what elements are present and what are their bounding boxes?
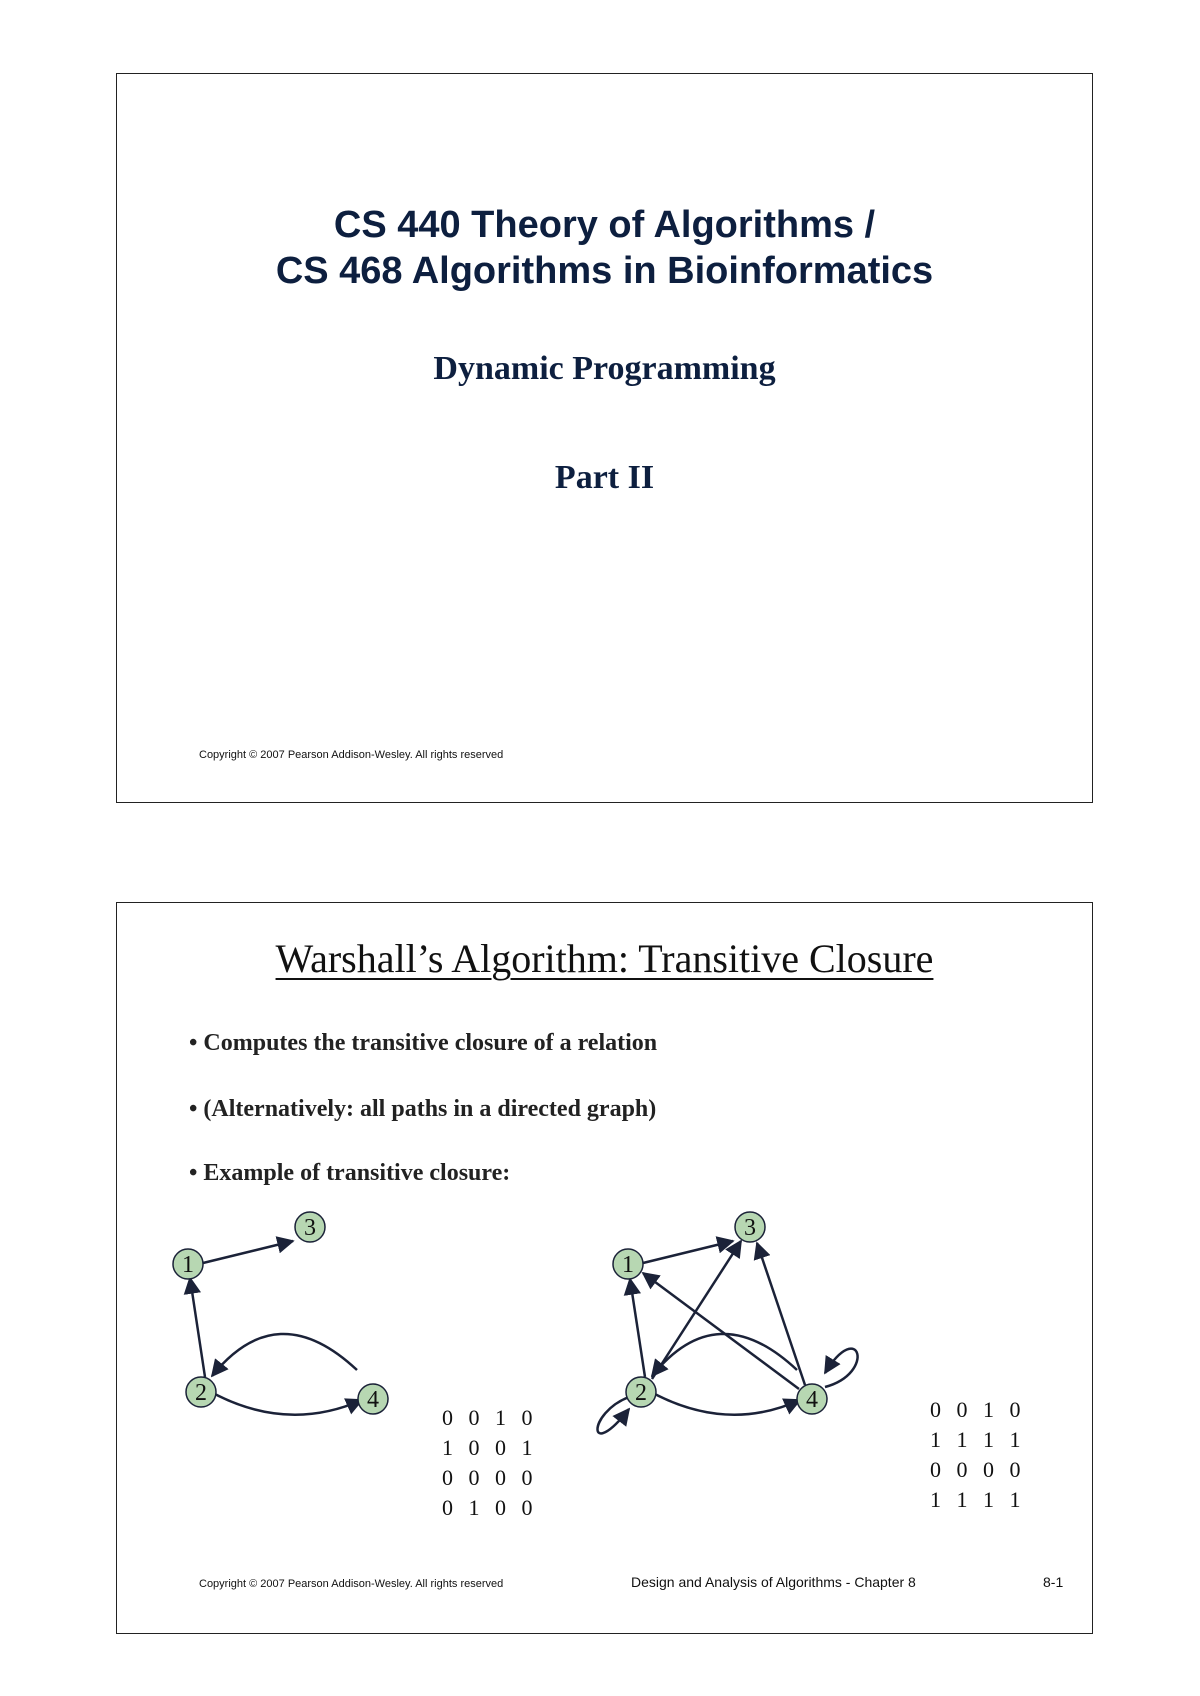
matrix-row: 0 0 1 0 [442, 1405, 534, 1430]
edge-2-1 [190, 1278, 205, 1377]
matrix-row: 0 0 0 0 [930, 1457, 1022, 1482]
edge-4-2 [212, 1334, 357, 1376]
edge-2-4 [211, 1392, 362, 1415]
matrix-row: 0 0 0 0 [442, 1465, 534, 1490]
course-title-line-1: CS 440 Theory of Algorithms / [333, 204, 876, 246]
title-slide [116, 73, 1093, 803]
lecture-part: Part II [554, 459, 655, 496]
graph-diagrams [117, 903, 1092, 1633]
bullet-item: • Example of transitive closure: [189, 1160, 511, 1186]
edge-4-2 [652, 1334, 797, 1376]
edge-1-3 [643, 1241, 733, 1263]
edge-2-1 [630, 1279, 645, 1377]
adjacency-matrix [442, 1403, 534, 1523]
bullet-item: • (Alternatively: all paths in a directed graph) [189, 1096, 657, 1122]
edge-1-3 [203, 1241, 293, 1263]
node-label: 4 [367, 1387, 379, 1413]
node-label: 3 [304, 1215, 316, 1241]
course-title [117, 202, 1092, 294]
node-label: 2 [635, 1380, 647, 1406]
node-label: 3 [744, 1215, 756, 1241]
warshall-slide [116, 902, 1093, 1634]
lecture-subtitle: Dynamic Programming [433, 350, 776, 387]
closure-matrix [930, 1395, 1022, 1515]
chapter-footer: Design and Analysis of Algorithms - Chapter 8 [631, 1574, 916, 1590]
copyright-notice: Copyright © 2007 Pearson Addison-Wesley. All rights reserved [199, 749, 504, 761]
node-label: 1 [182, 1252, 194, 1278]
node-label: 2 [195, 1380, 207, 1406]
original-graph-nodes [173, 1212, 388, 1414]
slide-title-text: Warshall’s Algorithm: Transitive Closure [275, 936, 934, 981]
matrix-row: 0 0 1 0 [930, 1397, 1022, 1422]
matrix-row: 1 0 0 1 [442, 1435, 534, 1460]
self-loop-2 [598, 1397, 630, 1433]
node-label: 1 [622, 1252, 634, 1278]
copyright-notice: Copyright © 2007 Pearson Addison-Wesley. All rights reserved [199, 1578, 504, 1590]
edge-4-1 [643, 1273, 799, 1389]
edge-2-4 [651, 1392, 800, 1415]
page-number: 8-1 [1043, 1574, 1064, 1590]
course-title-line-2: CS 468 Algorithms in Bioinformatics [275, 250, 934, 292]
matrix-row: 1 1 1 1 [930, 1487, 1022, 1512]
node-label: 4 [806, 1387, 818, 1413]
matrix-row: 0 1 0 0 [442, 1495, 534, 1520]
edge-2-3 [652, 1241, 741, 1379]
self-loop-4 [825, 1349, 858, 1387]
closure-graph-nodes [613, 1212, 827, 1414]
bullet-item: • Computes the transitive closure of a relation [189, 1030, 658, 1056]
matrix-row: 1 1 1 1 [930, 1427, 1022, 1452]
